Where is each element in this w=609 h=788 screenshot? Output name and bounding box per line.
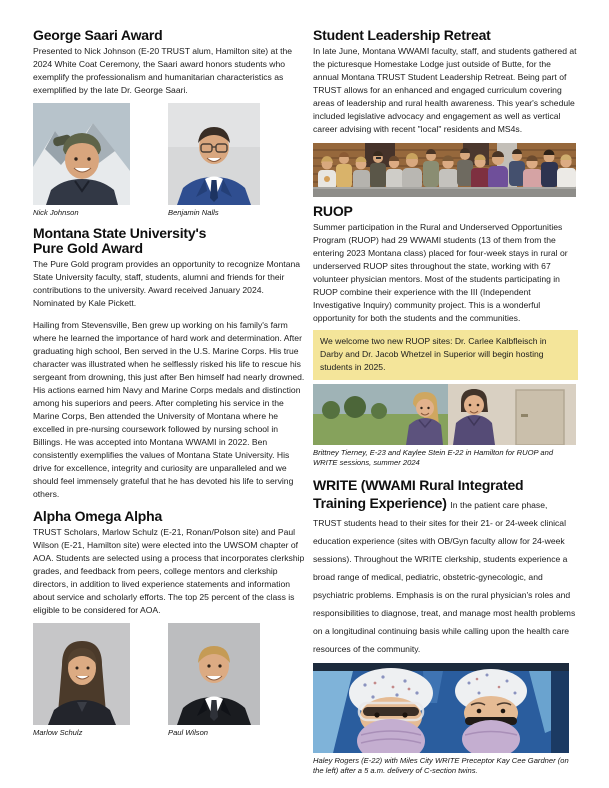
retreat-group-photo [313, 143, 576, 197]
section-pure-gold-award [33, 226, 305, 501]
benjamin-nalls-photo-art [168, 103, 260, 205]
write-surgery-photo [313, 663, 569, 753]
heading-alpha-omega-alpha: Alpha Omega Alpha [33, 507, 163, 524]
caption-ruop-write-students: Brittney Tierney, E-23 and Kaylee Stein E-22 in Hamilton for RUOP and WRITE sessions, summer 2024 [313, 448, 554, 467]
nick-johnson-photo-art [33, 103, 130, 205]
section-george-saari-award [33, 0, 305, 218]
photo-marlow-schulz [33, 623, 130, 738]
caption-marlow-schulz: Marlow Schulz [33, 727, 83, 737]
photo-benjamin-nalls [168, 103, 260, 218]
heading-student-leadership-retreat: Student Leadership Retreat [313, 27, 491, 43]
write-body: In the patient care phase, TRUST students head to their sites for their 21- or 24-week clinical education experience (sites with OB/Gyn faculty allow for 24-week sessions). Throughout the WRITE clerkship, students experience a broad range of medical, pediatric, obstetric-gynecologic, and psychiatric problems. Emphasis is on the rural physician's roles and responsibilities to diagnose, treat, and manage most health problems on a longitudinal continuing basis while calling upon the health care resources of the community. [313, 500, 576, 654]
saari-photo-row [33, 103, 305, 218]
pure-gold-para1: The Pure Gold program provides an opportunity to recognize Montana State University faculty, staff, students, alumni and friends for their contributions to the university. Award received January 2024. Nominated by Kale Pickett. [33, 258, 301, 308]
aoa-body: TRUST Scholars, Marlow Schulz (E-21, Ronan/Polson site) and Paul Wilson (E-21, Hamilton site) were elected into the UWSOM chapter of AOA. Students are selected using a process that incorporates clerkship grades, and feedback from peers, college mentors and clerkship directors, in addition to lived experience statements and information about service and scholarly efforts. The top 25 percent of the class is eligible to be considered for AOA. [33, 526, 305, 615]
caption-write-surgery: Haley Rogers (E-22) with Miles City WRITE Preceptor Kay Cee Gardner (on the left) after a 5 a.m. delivery of C-section twins. [313, 756, 569, 775]
heading-ruop: RUOP [313, 203, 353, 219]
heading-pure-gold-line2: Pure Gold Award [33, 239, 143, 256]
george-saari-body: Presented to Nick Johnson (E-20 TRUST alum, Hamilton site) at the 2024 White Coat Ceremony, the Saari award honors students who exemplify the professionalism and humanitarian characteristics as exemplified by the late Dr. George Saari. [33, 46, 293, 95]
caption-nick-johnson: Nick Johnson [33, 208, 79, 217]
photo-nick-johnson [33, 103, 130, 218]
photo-paul-wilson [168, 623, 260, 738]
caption-paul-wilson: Paul Wilson [168, 727, 209, 737]
section-student-leadership-retreat [313, 0, 578, 197]
section-alpha-omega-alpha [33, 509, 305, 738]
left-column [33, 0, 305, 737]
ruop-highlight-note: We welcome two new RUOP sites: Dr. Carlee Kalbfleisch in Darby and Dr. Jacob Whetzel in Superior will begin hosting students in 2025. [313, 330, 578, 380]
ruop-body: Summer participation in the Rural and Underserved Opportunities Program (RUOP) had 29 WWAMI students (13 of them from the entering 2023 Montana class) placed for four-week stays in rural or underserved RUOP sites throughout the state, working with 67 volunteer physician mentors. Most of the students participating in RUOP combine their experience with the III (Independent Investigative Inquiry) community project. This is a wonderful opportunity for both the students and the communities. [313, 222, 568, 323]
section-ruop [313, 204, 578, 467]
marlow-schulz-photo-art [33, 623, 130, 725]
right-column [313, 0, 578, 775]
heading-write: WRITE (WWAMI Rural Integrated Training Experience) [313, 477, 524, 511]
pure-gold-para2: Hailing from Stevensville, Ben grew up working on his family's farm where he learned the importance of hard work and determination. After graduating high school, Ben served in the U.S. Marine Corps. His true character was illustrated when he selflessly risked his life to rescue his sergeant from drowning, this just after Ben himself had nearly drowned. His actions earned him Navy and Marine Corps medals and distinction among his superiors and peers. After completing his service in the Marine Corps, Ben attended the University of Montana where he excelled in pre-nursing coursework followed by nursing school in Billings. He was accepted into Montana WWAMI in 2022. Ben consistently exemplifies the values of Montana State University. His drive for excellence, integrity and curiosity are unparalleled and we should feel immensely grateful that he has devoted his life to serving others. [33, 319, 305, 499]
heading-george-saari-award: George Saari Award [33, 27, 163, 43]
retreat-body: In late June, Montana WWAMI faculty, staff, and students gathered at the picturesque Homestake Lodge just outside of Butte, for the annual Montana TRUST Student Leadership Retreat. Being part of TRUST allows for an enhanced and engaged curriculum covering areas of leadership and rural health awareness. This year's schedule included legislative advocacy and engagement as well as vertical career advising with recent "local" residents and MS4s. [313, 46, 577, 134]
heading-pure-gold-line1: Montana State University's [33, 224, 207, 241]
ruop-write-students-photo [313, 384, 576, 445]
aoa-photo-row [33, 623, 305, 738]
section-write [313, 477, 578, 775]
caption-benjamin-nalls: Benjamin Nalls [168, 208, 219, 217]
write-heading-paragraph [313, 477, 578, 657]
paul-wilson-photo-art [168, 623, 260, 725]
